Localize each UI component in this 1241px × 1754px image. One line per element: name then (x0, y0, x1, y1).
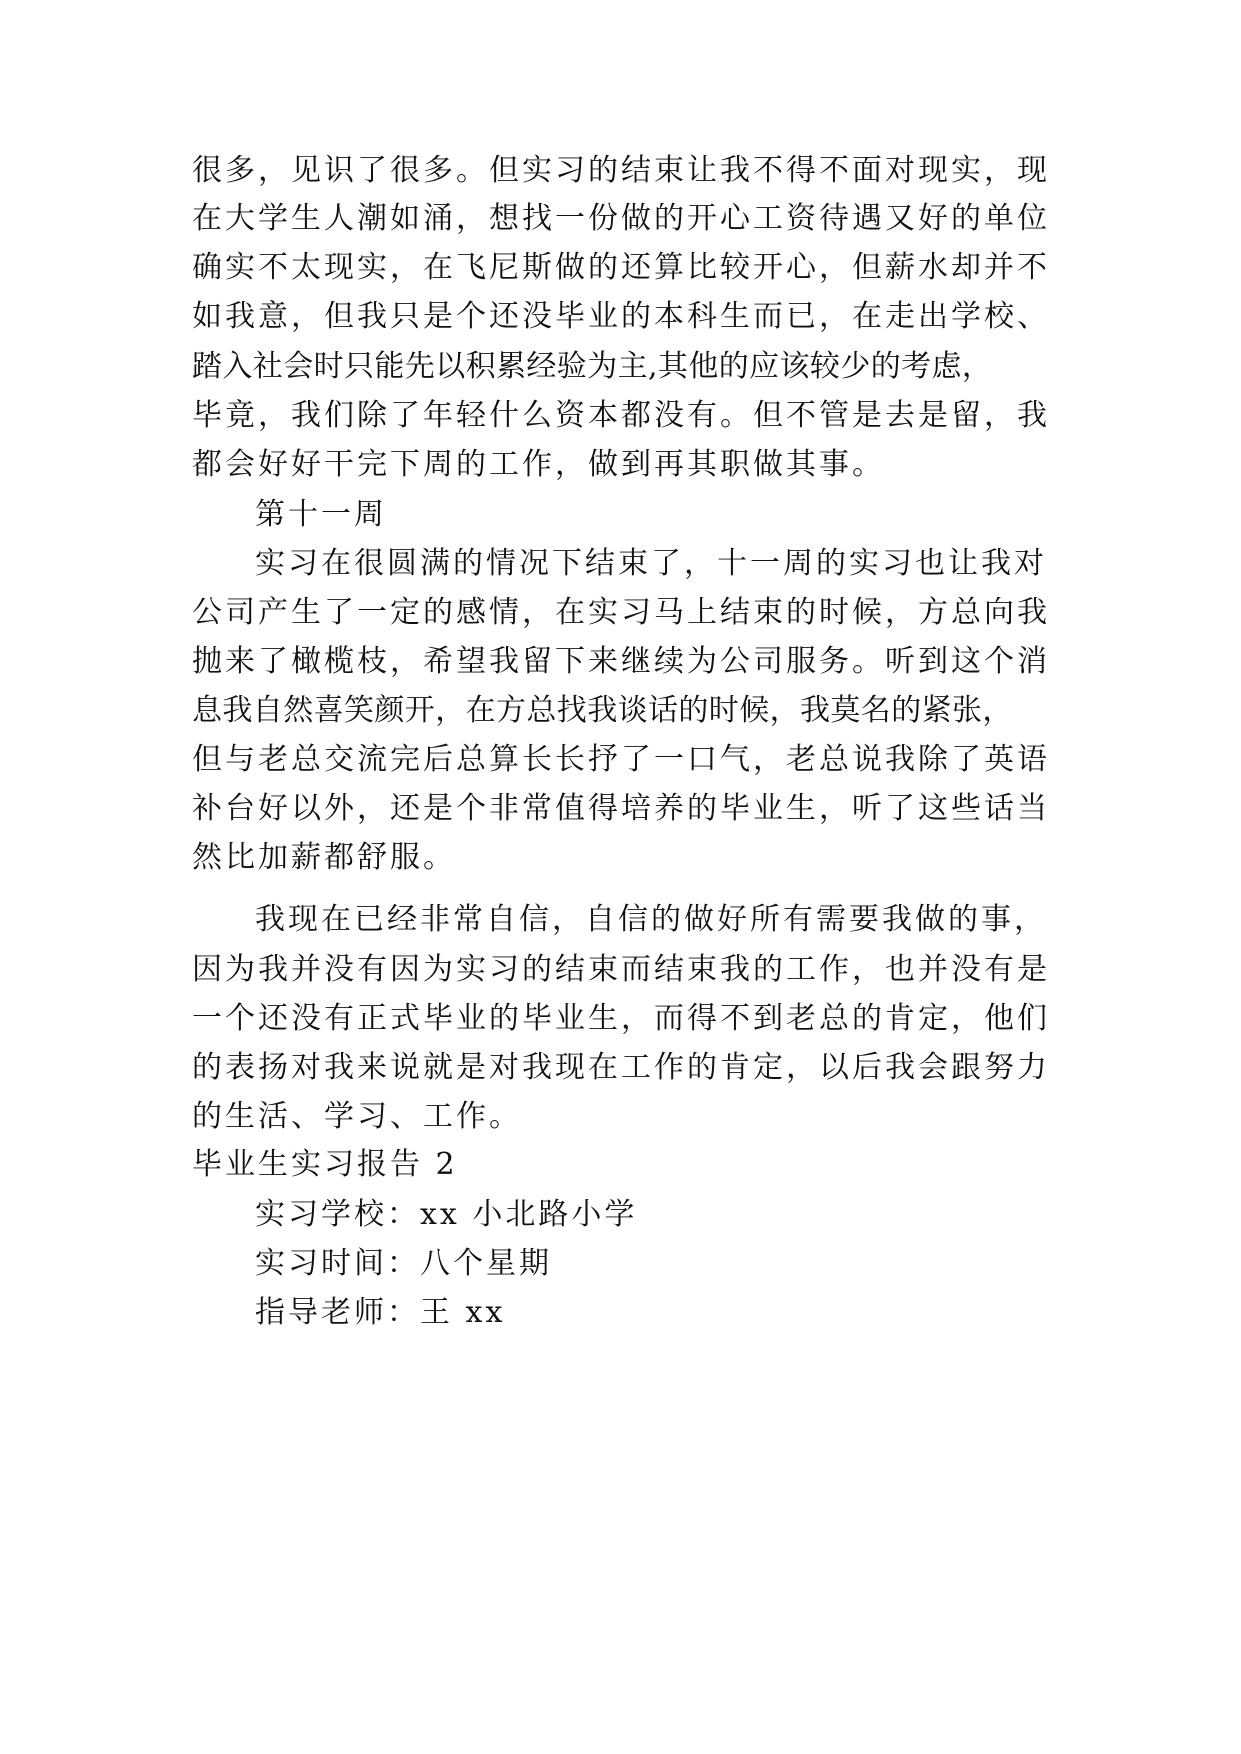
paragraph-2-line: 补台好以外，还是个非常值得培养的毕业生，听了这些话当 (192, 791, 1050, 826)
paragraph-3-line: 的生活、学习、工作。 (192, 1099, 522, 1134)
paragraph-2-line: 但与老总交流完后总算长长抒了一口气，老总说我除了英语 (192, 742, 1050, 777)
paragraph-2-line: 然比加薪都舒服。 (192, 840, 456, 875)
paragraph-3-line: 的表扬对我来说就是对我现在工作的肯定，以后我会跟努力 (192, 1050, 1050, 1085)
paragraph-1-line: 很多，见识了很多。但实习的结束让我不得不面对现实，现 (192, 153, 1050, 188)
report-title: 毕业生实习报告 2 (192, 1147, 458, 1182)
info-teacher: 指导老师：王 xx (255, 1295, 506, 1330)
paragraph-2-line: 公司产生了一定的感情，在实习马上结束的时候，方总向我 (192, 595, 1050, 630)
paragraph-1-line: 都会好好干完下周的工作，做到再其职做其事。 (192, 447, 885, 482)
paragraph-1-line: 确实不太现实，在飞尼斯做的还算比较开心，但薪水却并不 (192, 250, 1050, 285)
paragraph-1-line: 踏入社会时只能先以积累经验为主,其他的应该较少的考虑， (192, 349, 993, 384)
week-heading: 第十一周 (255, 497, 387, 532)
paragraph-3-line: 一个还没有正式毕业的毕业生，而得不到老总的肯定，他们 (192, 1001, 1050, 1036)
paragraph-3-line: 我现在已经非常自信，自信的做好所有需要我做的事， (255, 902, 1047, 937)
info-school: 实习学校：xx 小北路小学 (255, 1197, 638, 1232)
paragraph-1-line: 在大学生人潮如涌，想找一份做的开心工资待遇又好的单位 (192, 201, 1050, 236)
info-time: 实习时间：八个星期 (255, 1246, 552, 1281)
paragraph-2-line: 实习在很圆满的情况下结束了，十一周的实习也让我对 (255, 546, 1047, 581)
paragraph-2-line: 抛来了橄榄枝，希望我留下来继续为公司服务。听到这个消 (192, 644, 1050, 679)
paragraph-3-line: 因为我并没有因为实习的结束而结束我的工作，也并没有是 (192, 952, 1050, 987)
paragraph-1-line: 毕竟，我们除了年轻什么资本都没有。但不管是去是留，我 (192, 398, 1050, 433)
paragraph-2-line: 息我自然喜笑颜开，在方总找我谈话的时候，我莫名的紧张， (192, 693, 1013, 728)
paragraph-1-line: 如我意，但我只是个还没毕业的本科生而已，在走出学校、 (192, 299, 1050, 334)
